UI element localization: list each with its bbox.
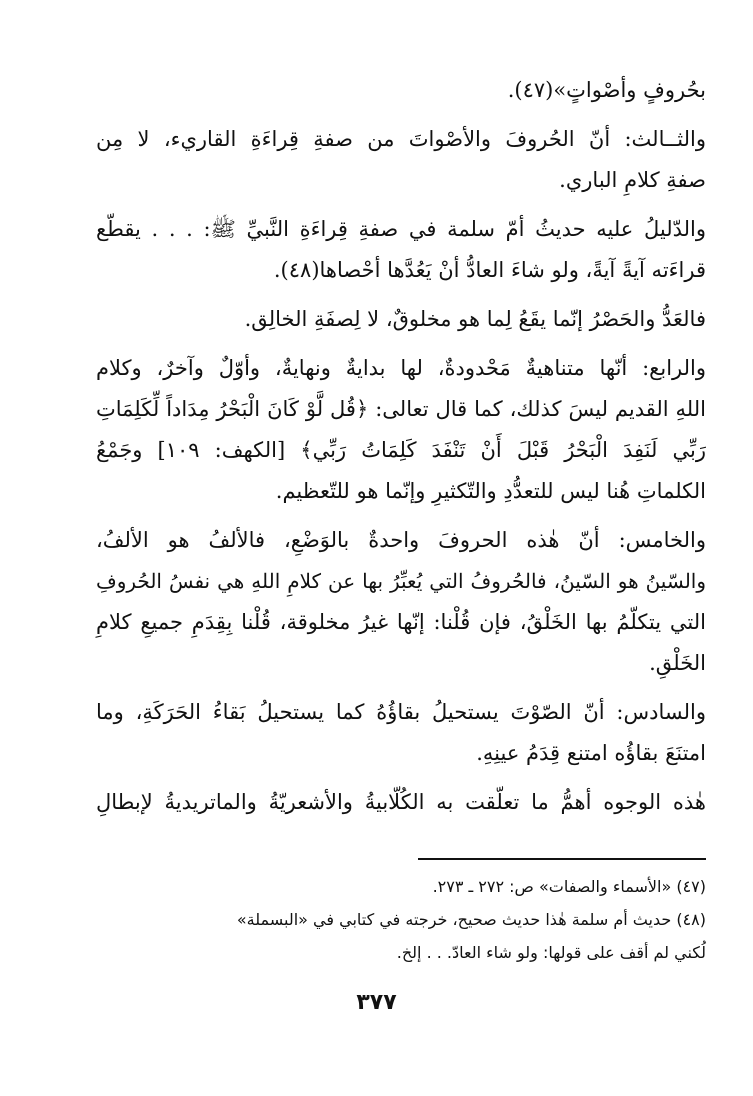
paragraph — [96, 299, 706, 340]
text-line: قراءَته آيةً آيةً، ولو شاءَ العادُّ أنْ يَعُدَّها أحْصاها(٤٨). — [273, 258, 706, 282]
text-line: هٰذه الوجوه أهمُّ ما تعلّقت به الكُلّابيةُ والأشعريّةُ والماتريديةُ لإبطالِ — [96, 790, 706, 814]
text-line: الكلماتِ هُنا ليس للتعدُّدِ والتّكثيرِ وإنّما هو للتّعظيم. — [275, 479, 706, 503]
footnotes — [96, 870, 706, 969]
text-line: والدّليلُ عليه حديثُ أمّ سلمة في صفةِ قِراءَةِ النَّبيِّ ﷺ: . . . يقطّع — [96, 217, 706, 241]
paragraph — [96, 692, 706, 774]
text-line: بحُروفٍ وأصْواتٍ»(٤٧). — [507, 78, 706, 102]
text-line: الخَلْقِ. — [649, 651, 706, 675]
text-line: فالعَدُّ والحَصْرُ إنّما يقَعُ لِما هو مخلوقٌ، لا لِصفَةِ الخالِق. — [244, 307, 706, 331]
footnote-divider — [418, 858, 706, 860]
main-text — [96, 70, 706, 831]
text-line: والخامس: أنّ هٰذه الحروفَ واحدةٌ بالوَضْعِ، فالألفُ هو الألفُ، — [96, 528, 706, 552]
text-line: التي يتكلّمُ بها الخَلْقُ، فإن قُلْنا: إنّها غيرُ مخلوقة، قُلْنا بِقِدَمِ جميعِ كلامِ — [96, 610, 706, 634]
paragraph — [96, 520, 706, 684]
text-line: امتنَعَ بقاؤُه امتنع قِدَمُ عينِهِ. — [476, 741, 706, 765]
text-line: والثــالث: أنّ الحُروفَ والأصْواتَ من صفةِ قِراءَةِ القاريء، لا مِن — [96, 127, 706, 151]
text-line: رَبِّي لَنَفِدَ الْبَحْرُ قَبْلَ أَنْ تَنْفَدَ كَلِمَاتُ رَبِّي﴾ [الكهف: ١٠٩] وجَمْعُ — [96, 438, 706, 462]
page-number: ٣٧٧ — [356, 990, 397, 1015]
paragraph — [96, 782, 706, 823]
paragraph — [96, 70, 706, 111]
footnote-47: (٤٧) «الأسماء والصفات» ص: ٢٧٢ ـ ٢٧٣. — [432, 877, 706, 896]
text-line: والرابع: أنّها متناهيةٌ مَحْدودةٌ، لها بدايةٌ ونهايةٌ، وأوّلٌ وآخرٌ، وكلام — [96, 356, 706, 380]
footnote-48: (٤٨) حديث أم سلمة هٰذا حديث صحيح، خرجته في كتابي في «البسملة» — [236, 910, 706, 929]
footnote-48-continued: لُكني لم أقف على قولها: ولو شاء العادّ. . . إلخ. — [396, 943, 706, 962]
paragraph — [96, 348, 706, 512]
paragraph — [96, 119, 706, 201]
text-line: والسادس: أنّ الصّوْتَ يستحيلُ بقاؤُهُ كما يستحيلُ بَقاءُ الحَرَكَةِ، وما — [96, 700, 706, 724]
text-line: صفةِ كلامِ الباري. — [559, 168, 706, 192]
text-line: اللهِ القديم ليسَ كذلك، كما قال تعالى: ﴿قُل لَّوْ كَانَ الْبَحْرُ مِدَاداً لِّكَلِمَاتِ — [96, 397, 706, 421]
text-line: والسّينُ هو السّينُ، فالحُروفُ التي يُعبِّرُ بها عن كلامِ اللهِ هي نفسُ الحُروفِ — [96, 569, 706, 593]
paragraph — [96, 209, 706, 291]
